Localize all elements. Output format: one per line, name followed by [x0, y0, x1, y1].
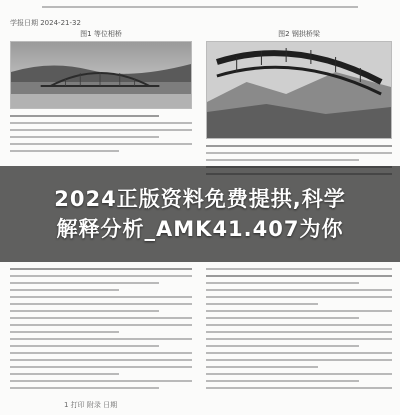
banner-line-2: 解释分析_AMK41.407为你	[56, 217, 344, 241]
page-header-strip	[14, 6, 386, 14]
bridge-photo-right	[206, 41, 392, 139]
page-footer: 1 打印 附录 日期	[64, 401, 118, 409]
figure-right-title: 图2 钢拱桥梁	[278, 30, 320, 38]
overlay-banner	[0, 166, 400, 262]
bridge-photo-left-image	[11, 42, 191, 108]
left-body-text-lines	[10, 115, 192, 152]
left-lower-text	[10, 268, 192, 394]
header-date: 学报日期 2024-21-32	[10, 19, 81, 27]
figure-left-title: 图1 等位相桥	[80, 30, 122, 38]
banner-line-1: 2024正版资料免费提拱,科学	[54, 187, 346, 211]
bridge-photo-left	[10, 41, 192, 109]
left-column	[10, 18, 192, 157]
right-column	[206, 18, 392, 180]
bridge-photo-right-image	[207, 42, 391, 138]
right-lower-text	[206, 268, 392, 394]
